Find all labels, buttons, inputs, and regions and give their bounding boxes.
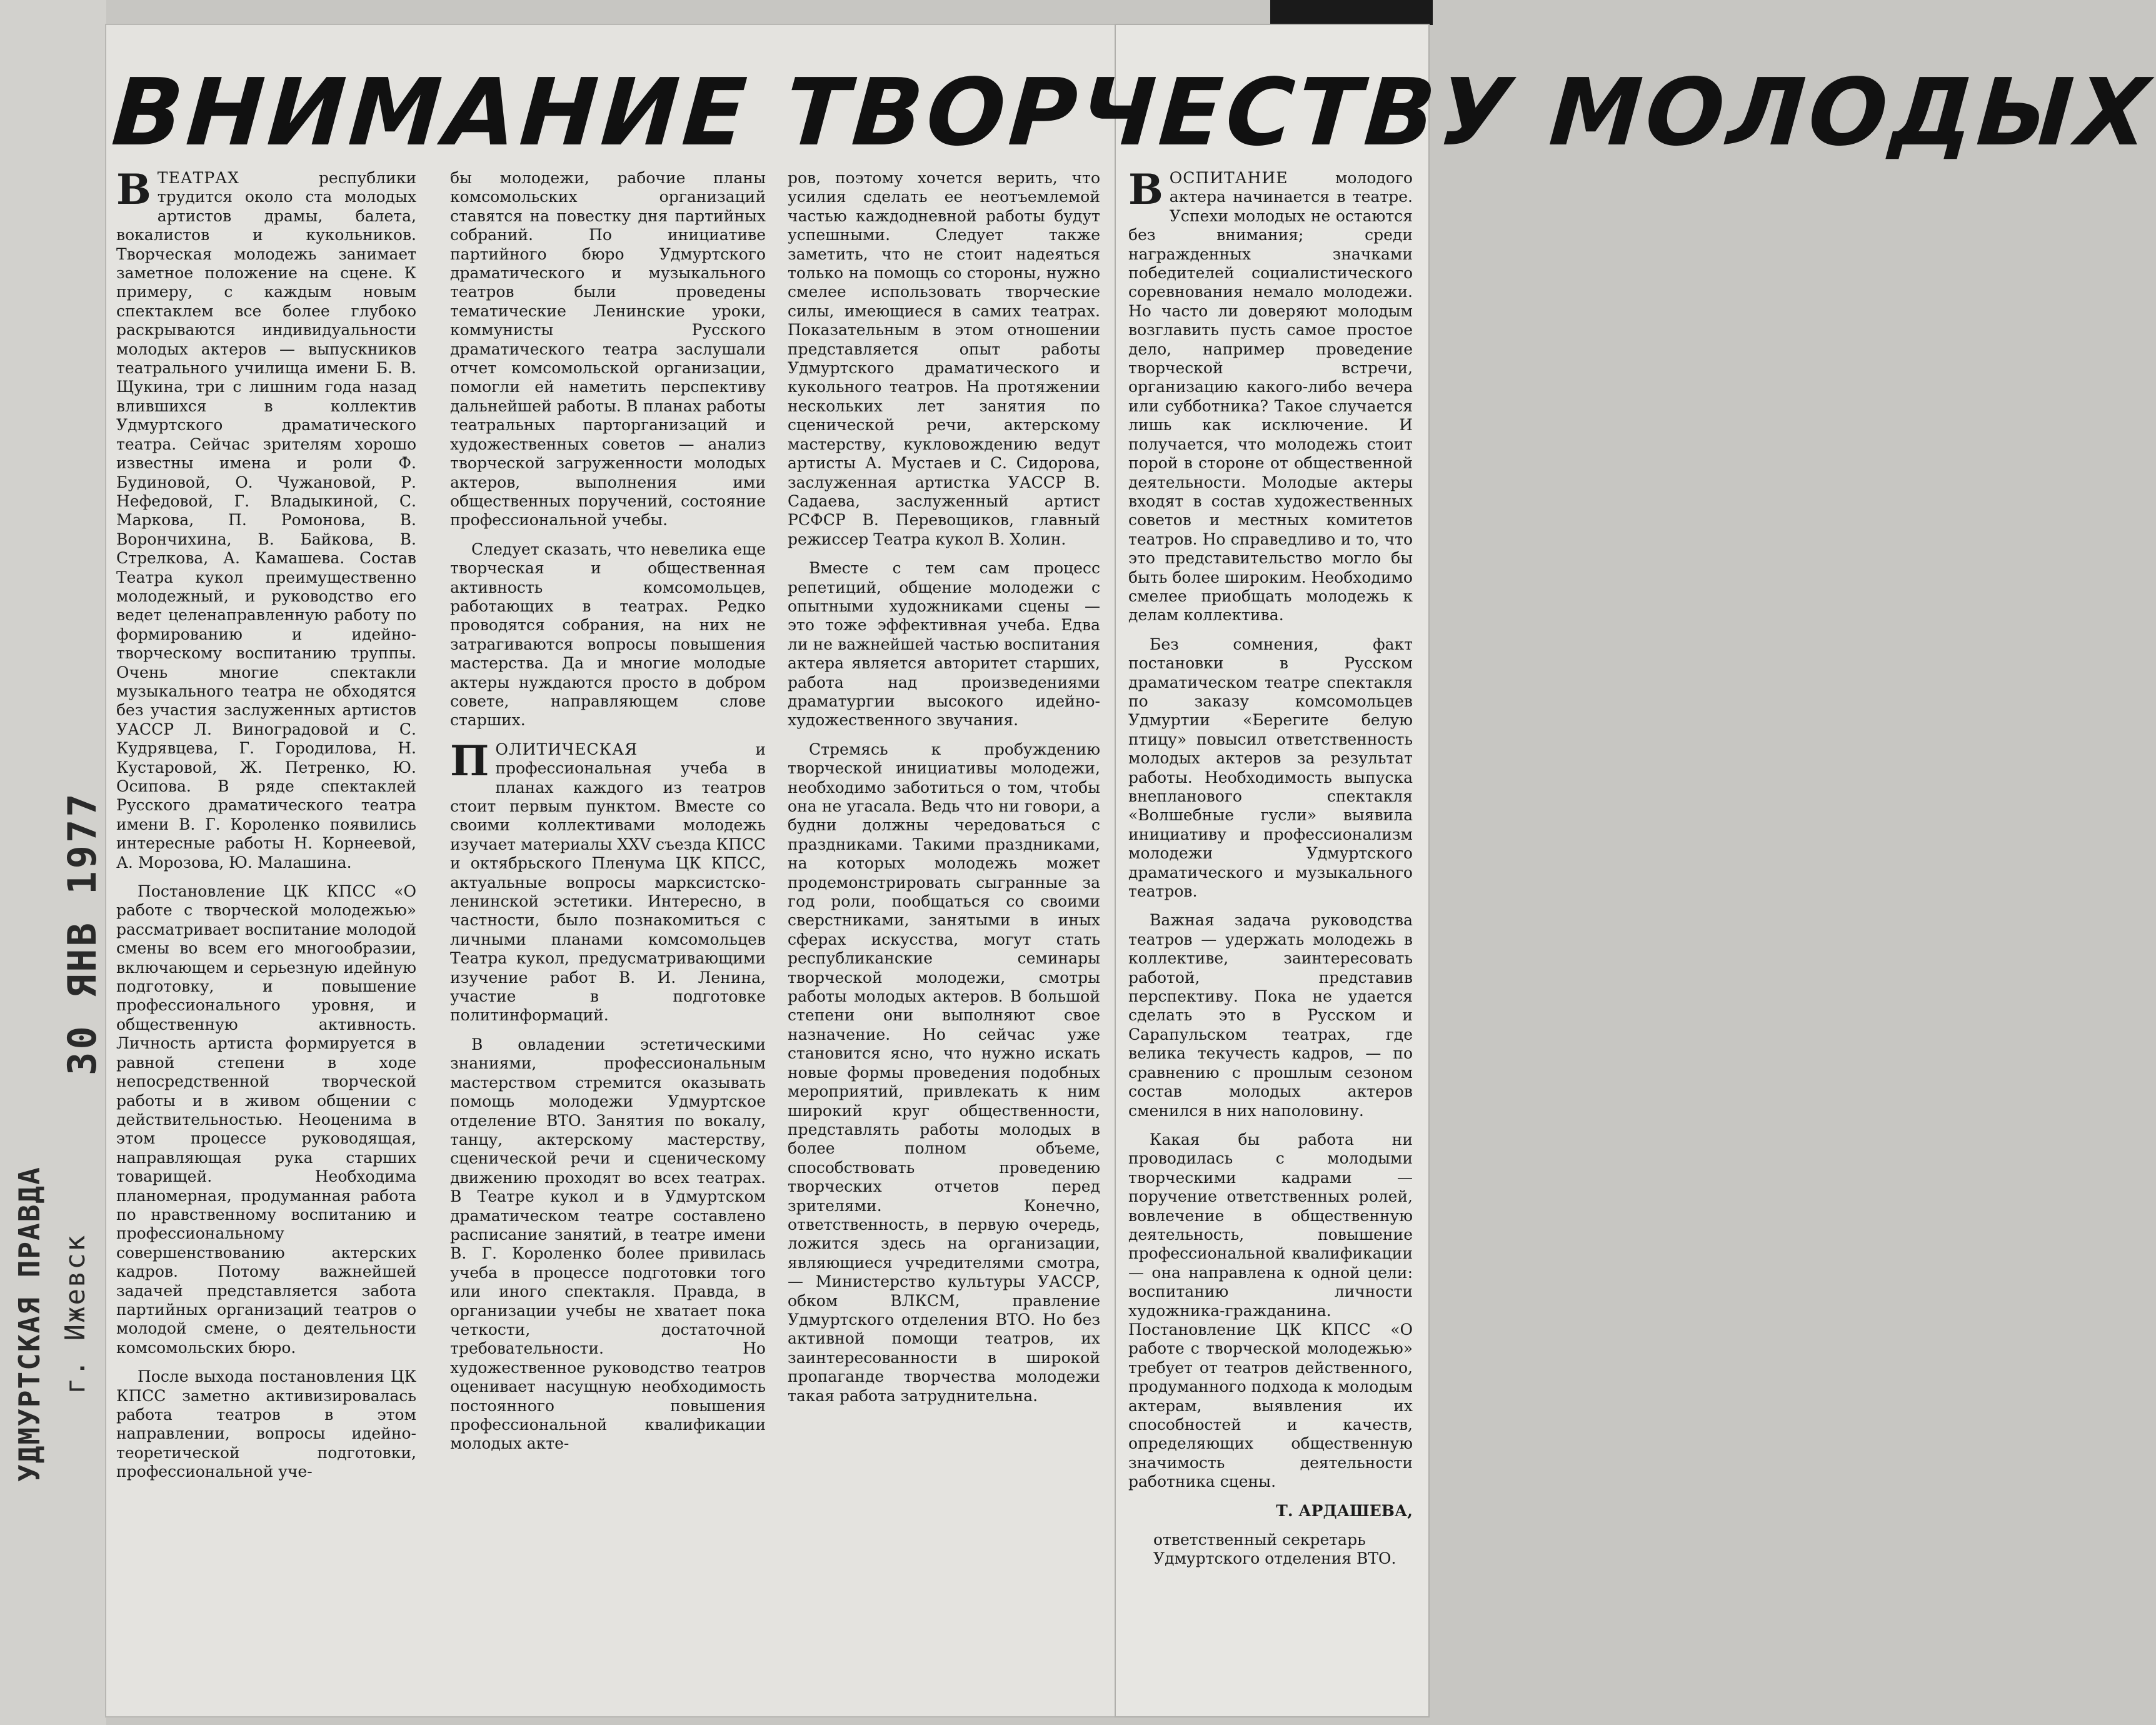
author-signature: Т. АРДАШЕВА, — [1276, 1501, 1413, 1520]
paragraph: ров, поэтому хочется верить, что усилия сделать ее неотъемлемой частью каждодневной работы будут успешными. Следует также заметить, что не стоит надеяться только на помощь со стороны, нужно смелее использовать творческие силы, имеющиеся в самих театрах. Показательным в этом отношении представляется опыт работы Удмуртского драматического и кукольного театров. На протяжении нескольких лет занятия по сценической речи, актерскому мастерству, кукловождению ведут артисты А. Мустаев и С. Сидорова, заслуженная артистка УАССР В. Садаева, заслуженный артист РСФСР В. Перевощиков, главный режиссер Театра кукол В. Холин. — [788, 169, 1100, 548]
drop-cap: В — [116, 165, 151, 214]
article-column-4 — [1128, 165, 1413, 1713]
paragraph: Какая бы работа ни проводилась с молодыми творческими кадрами — поручение ответственных ролей, вовлечение в общественную деятельность, повышение профессиональной квалификации — она направлена к одной цели: воспитанию личности художника-гражданина. Постановление ЦК КПСС «О работе с творческой молодежью» требует от театров действенного, продуманного подхода к молодым актерам, выявления их способностей и качеств, определяющих общественную значимость деятельности работника сцены. — [1128, 1130, 1413, 1491]
paragraph — [450, 736, 766, 1025]
scan-edge-shadow — [1270, 0, 1433, 25]
lead-word: ТЕАТРАХ — [157, 169, 239, 187]
paragraph-text: республики трудится около ста молодых артистов драмы, балета, вокалистов и кукольников. Творческая молодежь занимает заметное положение на сцене. К примеру, с каждым новым спектаклем все более глубоко раскрываются индивидуальности молодых актеров — выпускников театрального училища имени Б. В. Щукина, три с лишним года назад влившихся в коллектив Удмуртского драматического театра. Сейчас зрителям хорошо известны имена и роли Ф. Будиновой, О. Чужановой, Р. Нефедовой, Г. Владыкиной, С. Маркова, П. Ромонова, В. Ворончихина, В. Байкова, В. Стрелкова, А. Камашева. Состав Театра кукол преимущественно молодежный, и руководство его ведет целенаправленную работу по формированию и идейно-творческому воспитанию труппы. Очень многие спектакли музыкального театра не обходятся без участия заслуженных артистов УАССР Л. Виноградовой и С. Кудрявцева, Г. Городилова, Н. Кустаровой, Ж. Петренко, Ю. Осипова. В ряде спектаклей Русского драматического театра имени В. Г. Короленко появились интересные работы Н. Корнеевой, А. Морозова, Ю. Малашина. — [116, 169, 416, 872]
lead-word: ОЛИТИЧЕСКАЯ — [495, 740, 638, 758]
drop-cap: П — [450, 736, 489, 785]
article-headline: ВНИМАНИЕ ТВОРЧЕСТВУ МОЛОДЫХ — [108, 59, 2156, 166]
paragraph: Важная задача руководства театров — удержать молодежь в коллективе, заинтересовать работой, представив перспективу. Пока не удается сделать это в Русском и Сарапульском театрах, где велика текучесть кадров, — по сравнению с прошлым сезоном состав молодых актеров сменился в них наполовину. — [1128, 911, 1413, 1120]
paragraph: бы молодежи, рабочие планы комсомольских организаций ставятся на повестку дня партийных собраний. По инициативе партийного бюро Удмуртского драматического и музыкального театров были проведены тематические Ленинские уроки, коммунисты Русского драматического театра заслушали отчет комсомольской организации, помогли ей наметить перспективу дальнейшей работы. В планах работы театральных парторганизаций и художественных советов — анализ творческой загруженности молодых актеров, выполнения ими общественных поручений, состояние профессиональной учебы. — [450, 169, 766, 530]
stamp-newspaper-name: УДМУРТСКАЯ ПРАВДА — [13, 1166, 46, 1482]
paragraph: Постановление ЦК КПСС «О работе с творческой молодежью» рассматривает воспитание молодой смены во всем его многообразии, включающем и серьезную идейную подготовку, и повышение профессионального уровня, и общественную активность. Личность артиста формируется в равной степени в ходе непосредственной творческой работы и в живом общении с действительностью. Неоценима в этом процессе руководящая, направляющая рука старших товарищей. Необходима планомерная, продуманная работа по нравственному воспитанию и профессиональному совершенствованию актерских кадров. Потому важнейшей задачей представляется забота партийных организаций театров о молодой смене, о деятельности комсомольских бюро. — [116, 882, 416, 1357]
paragraph: Без сомнения, факт постановки в Русском драматическом театре спектакля по заказу комсомольцев Удмуртии «Берегите белую птицу» повысил ответственность молодых актеров за результат работы. Необходимость выпуска внепланового спектакля «Волшебные гусли» выявила инициативу и профессионализм молодежи Удмуртского драматического и музыкального театров. — [1128, 635, 1413, 901]
paragraph: После выхода постановления ЦК КПСС заметно активизировалась работа театров в этом направлении, вопросы идейно-теоретической подготовки, профессиональной уче- — [116, 1367, 416, 1481]
article-column-3 — [788, 169, 1100, 1713]
paragraph: Стремясь к пробуждению творческой инициативы молодежи, необходимо заботиться о том, чтобы она не угасала. Ведь что ни говори, а будни должны чередоваться с праздниками. Такими праздниками, на которых молодежь может продемонстрировать сыгранные за год роли, пообщаться со своими сверстниками, занятыми в иных сферах искусства, могут стать республиканские семинары творческой молодежи, смотры работы молодых актеров. В большой степени они выполняют свое назначение. Но сейчас уже становится ясно, что нужно искать новые формы проведения подобных мероприятий, привлекать к ним широкий круг общественности, представлять работы молодых в более полном объеме, способствовать проведению творческих отчетов перед зрителями. Конечно, ответственность, в первую очередь, ложится здесь на организации, являющиеся учредителями смотра, — Министерство культуры УАССР, обком ВЛКСМ, правление Удмуртского отделения ВТО. Но без активной помощи театров, их заинтересованности в широкой пропаганде творчества молодежи такая работа затруднительна. — [788, 740, 1100, 1405]
article-column-1 — [116, 165, 416, 1713]
drop-cap: В — [1128, 165, 1163, 214]
paragraph: Следует сказать, что невелика еще творческая и общественная активность комсомольцев, работающих в театрах. Редко проводятся собрания, на них не затрагиваются вопросы повышения мастерства. Да и многие молодые актеры нуждаются просто в добром совете, направляющем слове старших. — [450, 540, 766, 730]
newspaper-source-stamp — [13, 1013, 125, 1482]
article-column-2 — [450, 169, 766, 1713]
paragraph — [116, 165, 416, 872]
stamp-city: г. Ижевск — [59, 1234, 91, 1394]
paragraph: В овладении эстетическими знаниями, профессиональным мастерством стремится оказывать помощь молодежи Удмуртское отделение ВТО. Занятия по вокалу, танцу, актерскому мастерству, сценической речи и сценическому движению проходят во всех театрах. В Театре кукол и в Удмуртском драматическом театре составлено расписание занятий, в театре имени В. Г. Короленко более привилась учеба в процессе подготовки того или иного спектакля. Правда, в организации учебы не хватает пока четкости, достаточной требовательности. Но художественное руководство театров оценивает насущную необходимость постоянного повышения профессиональной квалификации молодых акте- — [450, 1035, 766, 1453]
paragraph — [1128, 165, 1413, 625]
paragraph-text: молодого актера начинается в театре. Успехи молодых не остаются без внимания; среди награжденных значками победителей социалистического соревнования немало молодежи. Но часто ли доверяют молодым возглавить пусть самое простое дело, например проведение творческой встречи, организацию какого-либо вечера или субботника? Такое случается лишь как исключение. И получается, что молодежь стоит порой в стороне от общественной деятельности. Молодые актеры входят в состав художественных советов и местных комитетов театров. Но справедливо и то, что это представительство могло бы быть более широким. Необходимо смелее приобщать молодежь к делам коллектива. — [1128, 169, 1413, 625]
lead-word: ОСПИТАНИЕ — [1169, 169, 1288, 187]
author-role: ответственный секретарь Удмуртского отделения ВТО. — [1153, 1531, 1396, 1568]
date-stamp — [53, 791, 128, 1075]
paragraph-text: и профессиональная учеба в планах каждого из театров стоит первым пунктом. Вместе со своими коллективами молодежь изучает материалы XXV съезда КПСС и октябрьского Пленума ЦК КПСС, актуальные вопросы марксистско-ленинской эстетики. Интересно, в частности, было познакомиться с личными планами комсомольцев Театра кукол, предусматривающими изучение работ В. И. Ленина, участие в подготовке политинформаций. — [450, 740, 766, 1025]
paragraph: Вместе с тем сам процесс репетиций, общение молодежи с опытными художниками сцены — это тоже эффективная учеба. Едва ли не важнейшей частью воспитания актера является авторитет старших, работа над произведениями драматургии высокого идейно-художественного звучания. — [788, 559, 1100, 730]
stamp-date: 30 ЯНВ 1977 — [59, 791, 105, 1075]
